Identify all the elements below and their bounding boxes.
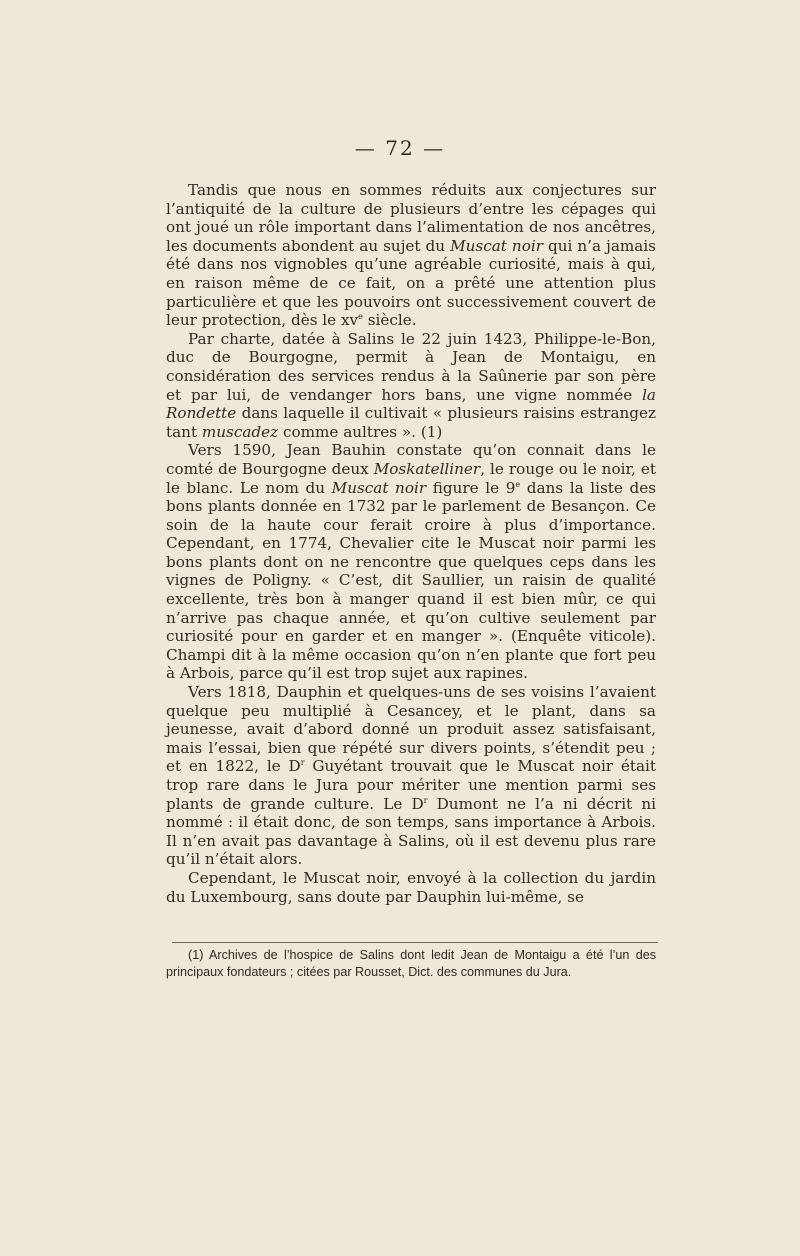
text-run: dans la liste des bons plants donnée en 1732 par le parlement de Besançon. Ce soin de la haute cour ferait croire à plus d’importance. Cependant, en 1774, Chevalier cite le Muscat noir parmi les bons plants dont on ne rencontre que quelques ceps dans les vignes de Poligny. « C’est, dit Saullier, un raisin de qualité excellente, très bon à manger quand il est bien mûr, ce qui n’arrive pas chaque année, et qu’on cultive seulement par curiosité pour en garder et en manger ». (Enquête viticole). Champi dit à la même occasion qu’on n’en plante que fort peu à Arbois, parce qu’il est trop sujet aux rapines. (166, 478, 657, 683)
superscript: r (423, 795, 428, 805)
italic-text: Muscat noir (450, 236, 543, 255)
footnote (166, 947, 656, 981)
paragraph-3 (166, 441, 656, 683)
paragraph-1 (166, 181, 656, 330)
italic-text: Moskatelliner (373, 459, 481, 478)
footnote-separator (172, 942, 658, 943)
main-text (166, 181, 656, 906)
text-run: Cependant, le Muscat noir, envoyé à la collection du jardin du Luxembourg, sans doute par Dauphin lui-même, se (166, 868, 656, 906)
italic-text: la Rondette (166, 385, 656, 423)
text-run: Dumont ne l’a ni décrit ni nommé : il était donc, de son temps, sans importance à Arbois. Il n’en avait pas davantage à Salins, où il est devenu plus rare qu’il n’était alors. (166, 794, 656, 869)
italic-text: Muscat noir (331, 478, 427, 497)
text-run: figure le 9 (426, 478, 516, 497)
text-run: Vers 1818, Dauphin et quelques-uns de ses voisins l’avaient quelque peu multiplié à Cesancey, et le plant, dans sa jeunesse, avait d’abord donné un produit assez satisfaisant, mais l’essai, bien que répété sur divers points, s’étendit peu ; et en 1822, le D (166, 683, 656, 776)
page-number: — 72 — (354, 136, 446, 160)
paragraph-5 (166, 869, 656, 906)
paragraph-4 (166, 683, 656, 869)
superscript: e (358, 312, 363, 322)
italic-text: muscadez (201, 422, 279, 441)
text-run: comme aultres ». (1) (278, 422, 443, 441)
text-run: qui n’a jamais été dans nos vignobles qu’une agréable curiosité, mais à qui, en raison même de ce fait, on a prêté une attention plus particulière et que les pouvoirs ont successivement couvert de leur protection, dès le xv (166, 236, 656, 330)
footnote-text: (1) Archives de l’hospice de Salins dont ledit Jean de Montaigu a été l’un des principaux fondateurs ; citées par Rousset, Dict. des communes du Jura. (166, 948, 656, 979)
text-run: , le rouge ou le noir, et le blanc. Le nom du (166, 459, 656, 497)
superscript: r (300, 758, 305, 768)
superscript: e (515, 479, 521, 489)
text-run: Guyétant trouvait que le Muscat noir était trop rare dans le Jura pour mériter une mention parmi ses plants de grande culture. Le D (166, 757, 657, 813)
text-run: Tandis que nous en sommes réduits aux conjectures sur l’antiquité de la culture de plusieurs d’entre les cépages qui ont joué un rôle important dans l’alimentation de nos ancêtres, les documents abondent au sujet du (166, 181, 656, 255)
text-run: dans laquelle il cultivait « plusieurs raisins estrangez tant (166, 404, 656, 441)
text-run: Vers 1590, Jean Bauhin constate qu’on connait dans le comté de Bourgogne deux (166, 441, 656, 478)
text-run: Par charte, datée à Salins le 22 juin 1423, Philippe-le-Bon, duc de Bourgogne, permit à Jean de Montaigu, en considération des services rendus à la Saûnerie par son père et par lui, de vendanger hors bans, une vigne nommée (166, 329, 656, 404)
paragraph-2 (166, 330, 656, 442)
text-run: siècle. (362, 311, 417, 330)
